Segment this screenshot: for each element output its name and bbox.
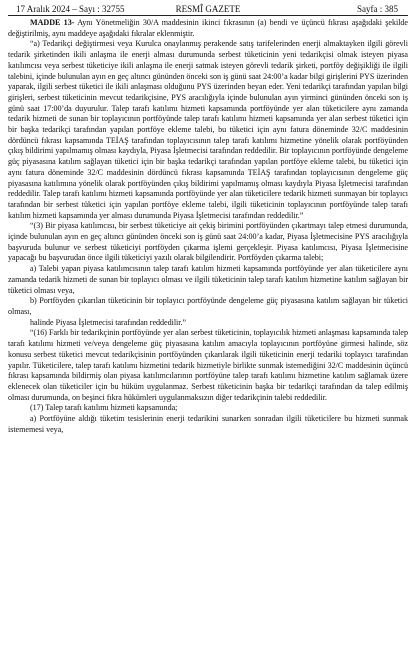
- article-title: MADDE 13-: [30, 18, 75, 27]
- article-intro: [8, 18, 408, 39]
- paragraph: “a) Tedarikçi değiştirmesi veya Kurulca onaylanmış perakende satış tarifelerinden enerji almaktayken ilgili görevli tedarik şirketinden ikili anlaşma ile enerji alması durumunda serbest tüketicinin yeni tedarikçisi olmak isteyen piyasa katılımcısı veya serbest tüketiciye ikili anlaşma ile enerji satmak isteyen görevli tedarik şirketi, portföy değişikliği ile ilgili talebini, içinde bulunulan ayın en geç altıncı gününden önceki son iş günü saat 24:00’a kadar bilgi girişlerini PYS üzerinden yaparak, ilgili serbest tüketici ile ikili anlaşması olduğunu PYS üzerinden beyan eder. Yeni tedarikçi tarafından yapılan bilgi girişleri, serbest tüketicinin mevcut tedarikçisine, PYS aracılığıyla içinde bulunulan ayın yirminci gününden önceki son iş günü saat 17:00’da duyurulur. Talep tarafı katılımı hizmeti kapsamında portföyünde yer alan tüketicilere aynı zamanda tedarik hizmeti de sunan bir toplayıcının portföyünde talep tarafı katılımı hizmeti kapsamında yer alan serbest tüketici için bir başka tedarikçi tarafından yapılan portföye ekleme talebi, bu tüketici için aynı fatura döneminde 32/C maddesinin dördüncü fıkrası kapsamında TEİAŞ tarafından toplayıcısının talep tarafı katılımı hizmetine yönelik olarak portföyünden çıkış bildirimi yapılmamış olması kaydıyla, Piyasa İşletmecisi tarafından reddedilir. Bir toplayıcının portföyünde dengeleme güç piyasasına katılım sağlayan tüketici için bir başka tedarikçi tarafından yapılan portföye ekleme talebi, bu tüketici için aynı fatura döneminde 32/C maddesinin dördüncü fıkrası kapsamında TEİAŞ tarafından toplayıcısının dengeleme güç piyasasına katılımına yönelik olarak portföyünden çıkış bildirimi yapılmamış olması kaydıyla Piyasa İşletmecisi tarafından reddedilir. Talep tarafı katılımı hizmeti kapsamında portföyünde yer alan tüketicilere tedarik hizmeti sunmayan bir toplayıcı tarafından bir serbest tüketici için yapılan portföye ekleme talebi, ilgili tüketicinin toplayıcının portföyünde talep tarafı katılım hizmeti kapsamında yer alması durumunda Piyasa İşletmecisi tarafından reddedilir.”: [8, 39, 408, 220]
- paragraph: “(16) Farklı bir tedarikçinin portföyünde yer alan serbest tüketicinin, toplayıcılık hizmeti anlaşması kapsamında talep tarafı katılımı hizmeti ve/veya dengeleme güç piyasasına katılım amacıyla toplayıcının portföyüne girmesi halinde, söz konusu serbest tüketici mevcut tedarikçisinin portföyünden çıkarılarak ilgili tüketicinin enerji tedariki toplayıcı tarafından yapılır. Tüketicilere, talep tarafı katılımı hizmetini tedarik hizmetiyle birlikte sunmak istemediğini 32/C maddesinin üçüncü fıkrası kapsamında bildirmiş olan piyasa katılımcılarının portföyüne talep tarafı katılımı hizmetine katılım sağlamak üzere eklenecek olan tüketiciler için bu hüküm uygulanmaz. Serbest tüketicinin başka bir tedarikçi tarafından da talep edilmiş olması durumunda, on beşinci fıkra hükümleri uygulanmaksızın diğer tedarikçinin talebi reddedilir.: [8, 328, 408, 402]
- paragraph: b) Portföyden çıkarılan tüketicinin bir toplayıcı portföyünde dengeleme güç piyasasına katılım sağlayan bir tüketici olması,: [8, 296, 408, 316]
- paragraph: (17) Talep tarafı katılımı hizmeti kapsamında;: [30, 403, 178, 413]
- article-body: [8, 18, 408, 435]
- issue-date: 17 Aralık 2024 – Sayı : 32755: [16, 4, 125, 14]
- paragraph: a) Talebi yapan piyasa katılımcısının talep tarafı katılım hizmeti kapsamında portföyünde yer alan tüketicilere aynı zamanda tedarik hizmeti de sunan bir toplayıcı olması ve ilgili tüketicinin talep tarafı katılım hizmetine katılım sağlayan bir tüketici olması veya,: [8, 264, 408, 295]
- gazette-title: RESMÎ GAZETE: [175, 4, 241, 14]
- paragraph: halinde Piyasa İşletmecisi tarafından reddedilir.”: [30, 317, 187, 327]
- paragraph: “(3) Bir piyasa katılımcısı, bir serbest tüketiciye ait çekiş birimini portföyünden çıkartmayı talep etmesi durumunda, içinde bulunulan ayın en geç altıncı gününden önceki son iş günü saat 24:00’a kadar, Piyasa İşletmecisine PYS aracılığıyla başvuruda bulunur ve serbest tüketiciyi portföyden çıkarma işlemi gerçekleşir. Piyasa katılımcısı, Piyasa İşletmecisine yapacağı bu başvurudan önce ilgili tüketiciyi yazılı olarak bilgilendirir. Portföyden çıkarma talebi;: [8, 221, 408, 263]
- page-number: Sayfa : 385: [357, 4, 398, 14]
- header-rule: [8, 15, 408, 16]
- paragraph: a) Portföyüne aldığı tüketim tesislerinin enerji tedarikini sunarken sonradan ilgili tüketicilere bu hizmeti sunmak istememesi veya,: [8, 414, 408, 434]
- article-intro-text: Aynı Yönetmeliğin 30/A maddesinin ikinci fıkrasının (a) bendi ve üçüncü fıkrası aşağıdaki şekilde değiştirilmiş, aynı maddeye aşağıdaki fıkralar eklenmiştir.: [8, 18, 408, 38]
